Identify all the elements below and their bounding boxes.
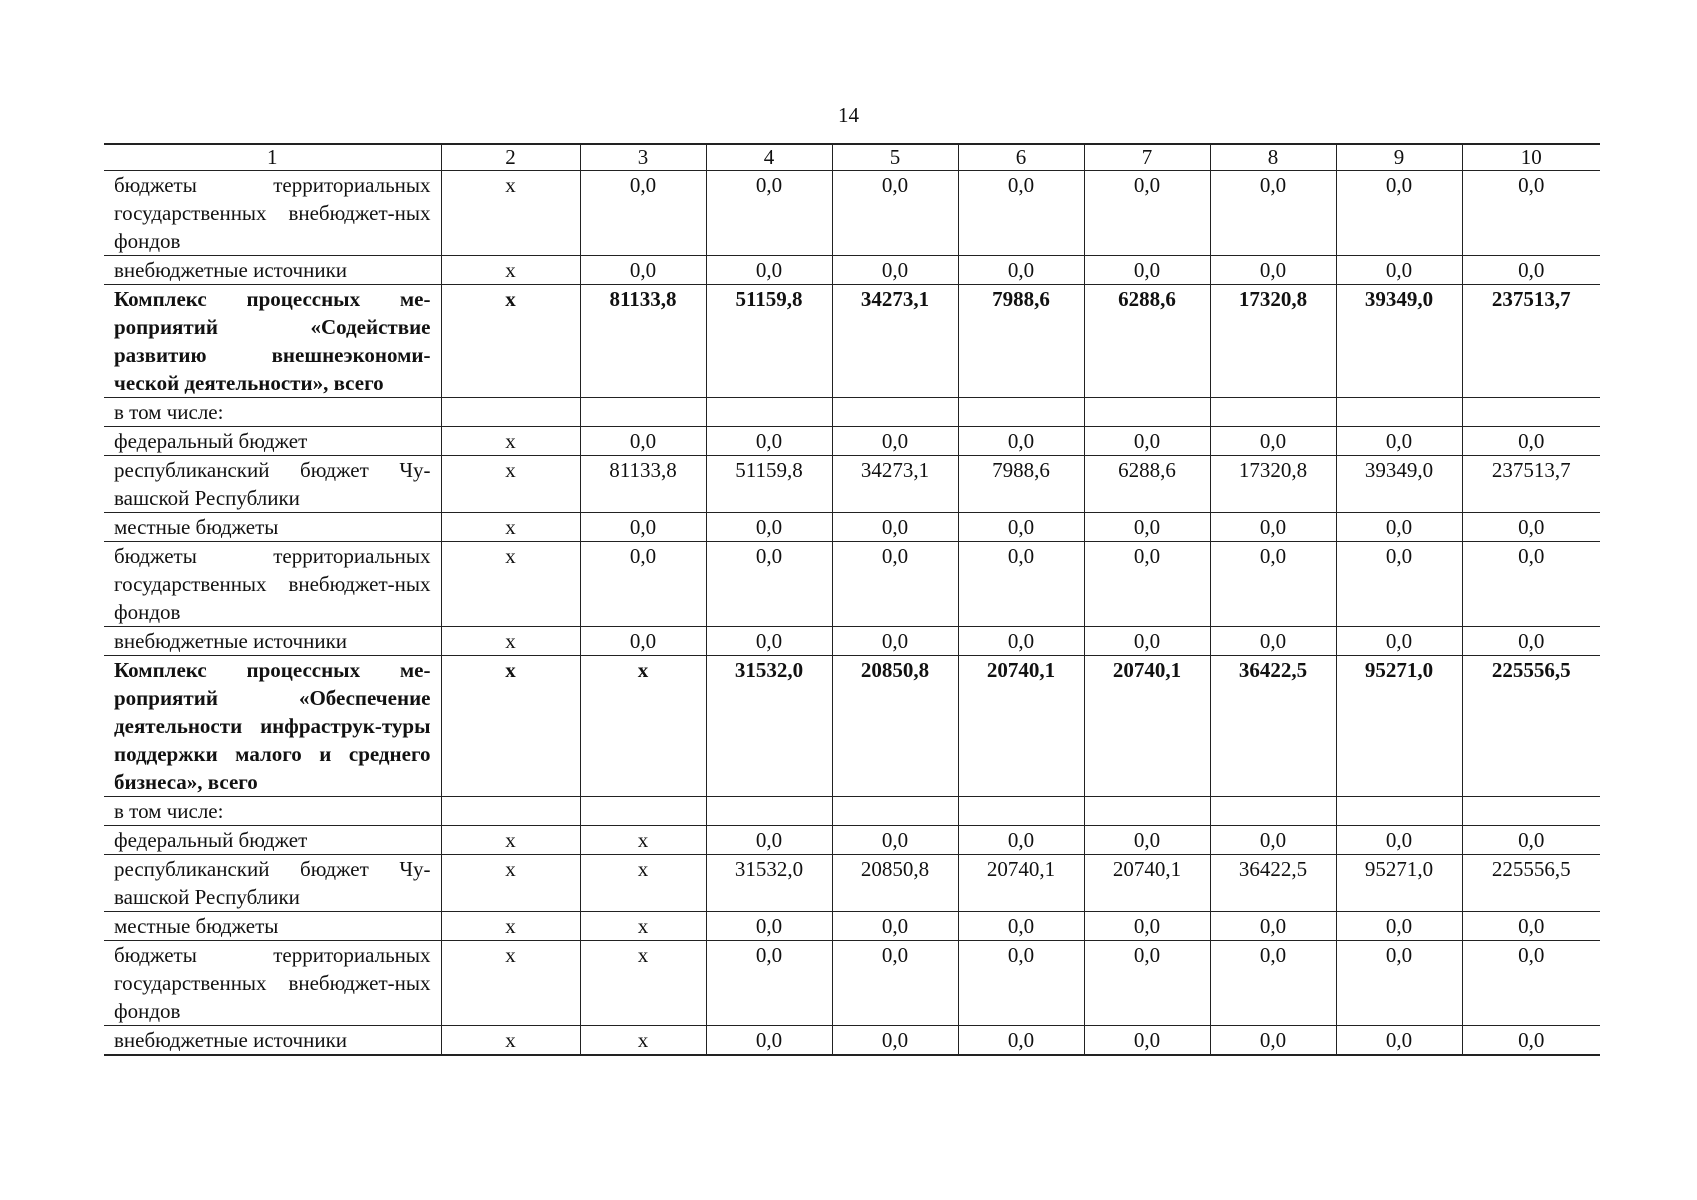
value-cell: 0,0 [580,427,706,456]
value-cell: х [441,941,580,1026]
value-cell: 0,0 [832,826,958,855]
row-label-cell: федеральный бюджет [104,826,441,855]
value-cell: 0,0 [1084,1026,1210,1056]
value-cell: 0,0 [1084,627,1210,656]
table-row [104,941,1600,1026]
value-cell: 0,0 [832,256,958,285]
row-label-cell: в том числе: [104,398,441,427]
value-cell: 0,0 [1210,171,1336,256]
value-cell: 0,0 [1462,826,1600,855]
value-cell: 0,0 [1462,256,1600,285]
value-cell: 20740,1 [958,855,1084,912]
table-body [104,171,1600,1056]
value-cell: х [441,826,580,855]
table-row [104,456,1600,513]
value-cell: 20850,8 [832,656,958,797]
value-cell: 0,0 [1210,1026,1336,1056]
value-cell: 95271,0 [1336,656,1462,797]
value-cell: 0,0 [1084,513,1210,542]
value-cell: 0,0 [1336,542,1462,627]
row-label-cell: Комплекс процессных ме-роприятий «Обеспечение деятельности инфраструк-туры поддержки малого и среднего бизнеса», всего [104,656,441,797]
value-cell [958,797,1084,826]
value-cell: 0,0 [1084,912,1210,941]
value-cell: 34273,1 [832,456,958,513]
value-cell: 51159,8 [706,456,832,513]
value-cell: 0,0 [958,1026,1084,1056]
value-cell: 20740,1 [1084,656,1210,797]
value-cell: 0,0 [580,256,706,285]
value-cell: 0,0 [958,256,1084,285]
value-cell: х [580,912,706,941]
value-cell [580,398,706,427]
value-cell: 0,0 [1336,256,1462,285]
column-number-row [104,144,1600,171]
value-cell: 0,0 [1336,826,1462,855]
value-cell: х [441,542,580,627]
value-cell: 0,0 [832,427,958,456]
value-cell: 7988,6 [958,456,1084,513]
value-cell: х [580,656,706,797]
value-cell: 0,0 [1084,826,1210,855]
row-label-cell: внебюджетные источники [104,627,441,656]
value-cell: 0,0 [706,171,832,256]
value-cell: 0,0 [1210,627,1336,656]
value-cell: х [441,1026,580,1056]
value-cell [1462,797,1600,826]
row-label-cell: бюджеты территориальных государственных внебюджет-ных фондов [104,542,441,627]
table-row [104,398,1600,427]
page-number: 14 [838,103,859,127]
value-cell: х [441,171,580,256]
table-row [104,542,1600,627]
value-cell: 0,0 [580,542,706,627]
value-cell: 0,0 [1462,912,1600,941]
value-cell [1462,398,1600,427]
value-cell: 0,0 [1462,542,1600,627]
value-cell: 0,0 [1462,427,1600,456]
value-cell: х [441,513,580,542]
value-cell: 0,0 [706,513,832,542]
column-header: 7 [1084,144,1210,171]
value-cell: 0,0 [1084,427,1210,456]
value-cell: 0,0 [958,542,1084,627]
row-label-cell: республиканский бюджет Чу-вашской Республики [104,456,441,513]
value-cell: 0,0 [832,542,958,627]
value-cell [1084,398,1210,427]
value-cell: 237513,7 [1462,456,1600,513]
value-cell: 31532,0 [706,656,832,797]
value-cell: 0,0 [1084,171,1210,256]
value-cell [1084,797,1210,826]
column-header: 1 [104,144,441,171]
value-cell [706,398,832,427]
value-cell: 0,0 [1210,912,1336,941]
table-row [104,1026,1600,1056]
value-cell [958,398,1084,427]
value-cell [441,797,580,826]
value-cell: 6288,6 [1084,285,1210,398]
row-label-cell: местные бюджеты [104,912,441,941]
value-cell: 0,0 [706,627,832,656]
value-cell: 0,0 [832,1026,958,1056]
value-cell: 0,0 [1210,542,1336,627]
value-cell: х [580,1026,706,1056]
value-cell [1210,797,1336,826]
column-header: 6 [958,144,1084,171]
value-cell: 0,0 [706,1026,832,1056]
value-cell: 0,0 [958,826,1084,855]
value-cell: 0,0 [706,941,832,1026]
value-cell: 0,0 [1462,627,1600,656]
value-cell: 0,0 [1462,171,1600,256]
row-label-cell: внебюджетные источники [104,256,441,285]
value-cell [1336,797,1462,826]
value-cell: х [580,826,706,855]
value-cell: 0,0 [580,171,706,256]
value-cell: 0,0 [706,542,832,627]
value-cell: х [441,285,580,398]
value-cell: х [580,855,706,912]
value-cell: х [441,855,580,912]
value-cell: 0,0 [1210,256,1336,285]
value-cell: 0,0 [1462,513,1600,542]
table-row [104,826,1600,855]
value-cell: 0,0 [706,912,832,941]
column-header: 8 [1210,144,1336,171]
value-cell: 0,0 [1084,542,1210,627]
value-cell: 0,0 [958,912,1084,941]
value-cell: х [441,256,580,285]
value-cell: 39349,0 [1336,285,1462,398]
value-cell: 0,0 [706,427,832,456]
value-cell: 34273,1 [832,285,958,398]
column-header: 3 [580,144,706,171]
value-cell: 81133,8 [580,285,706,398]
value-cell: 0,0 [1210,427,1336,456]
value-cell: 17320,8 [1210,285,1336,398]
value-cell: х [441,456,580,513]
value-cell: 0,0 [832,912,958,941]
value-cell: 0,0 [706,256,832,285]
value-cell: 31532,0 [706,855,832,912]
value-cell: 0,0 [1462,1026,1600,1056]
value-cell: 0,0 [958,941,1084,1026]
value-cell: 225556,5 [1462,656,1600,797]
value-cell [1210,398,1336,427]
value-cell: 7988,6 [958,285,1084,398]
table-row [104,256,1600,285]
value-cell: 20740,1 [958,656,1084,797]
value-cell: 0,0 [1084,941,1210,1026]
column-header: 10 [1462,144,1600,171]
column-header: 2 [441,144,580,171]
value-cell: 237513,7 [1462,285,1600,398]
column-header: 9 [1336,144,1462,171]
value-cell: 0,0 [1210,941,1336,1026]
value-cell: 0,0 [1210,513,1336,542]
value-cell: 0,0 [958,171,1084,256]
value-cell: 0,0 [1336,171,1462,256]
table-row [104,427,1600,456]
row-label-cell: Комплекс процессных ме-роприятий «Содействие развитию внешнеэкономи-ческой деятельности», всего [104,285,441,398]
value-cell [706,797,832,826]
table-row-total [104,656,1600,797]
value-cell [832,797,958,826]
table-row [104,912,1600,941]
value-cell: 0,0 [958,513,1084,542]
column-header: 4 [706,144,832,171]
value-cell: 0,0 [580,627,706,656]
value-cell: 0,0 [1336,513,1462,542]
value-cell: 0,0 [1336,941,1462,1026]
row-label-cell: федеральный бюджет [104,427,441,456]
value-cell: 0,0 [1336,1026,1462,1056]
value-cell: 36422,5 [1210,855,1336,912]
row-label-cell: местные бюджеты [104,513,441,542]
value-cell: 20850,8 [832,855,958,912]
value-cell: 0,0 [1336,912,1462,941]
value-cell: х [441,627,580,656]
value-cell: 39349,0 [1336,456,1462,513]
value-cell: 95271,0 [1336,855,1462,912]
value-cell [580,797,706,826]
value-cell: 17320,8 [1210,456,1336,513]
table-row [104,627,1600,656]
value-cell: 6288,6 [1084,456,1210,513]
value-cell: 0,0 [580,513,706,542]
value-cell: 51159,8 [706,285,832,398]
table-row [104,855,1600,912]
table-row [104,797,1600,826]
value-cell: 36422,5 [1210,656,1336,797]
row-label-cell: бюджеты территориальных государственных внебюджет-ных фондов [104,941,441,1026]
value-cell: 0,0 [832,171,958,256]
value-cell: х [580,941,706,1026]
value-cell: х [441,912,580,941]
value-cell: 0,0 [706,826,832,855]
value-cell: х [441,656,580,797]
column-header: 5 [832,144,958,171]
value-cell: 0,0 [832,627,958,656]
row-label-cell: бюджеты территориальных государственных внебюджет-ных фондов [104,171,441,256]
row-label-cell: в том числе: [104,797,441,826]
value-cell: 0,0 [958,427,1084,456]
value-cell [832,398,958,427]
table-row-total [104,285,1600,398]
value-cell: 0,0 [832,941,958,1026]
value-cell: 81133,8 [580,456,706,513]
budget-table [104,143,1600,1056]
value-cell: 0,0 [958,627,1084,656]
row-label-cell: республиканский бюджет Чу-вашской Республики [104,855,441,912]
value-cell: 0,0 [1336,627,1462,656]
value-cell: 0,0 [1336,427,1462,456]
value-cell: 225556,5 [1462,855,1600,912]
value-cell: х [441,427,580,456]
value-cell [441,398,580,427]
value-cell: 0,0 [1210,826,1336,855]
row-label-cell: внебюджетные источники [104,1026,441,1056]
table-row [104,513,1600,542]
table-row [104,171,1600,256]
value-cell: 0,0 [1084,256,1210,285]
value-cell: 0,0 [832,513,958,542]
value-cell [1336,398,1462,427]
value-cell: 20740,1 [1084,855,1210,912]
value-cell: 0,0 [1462,941,1600,1026]
